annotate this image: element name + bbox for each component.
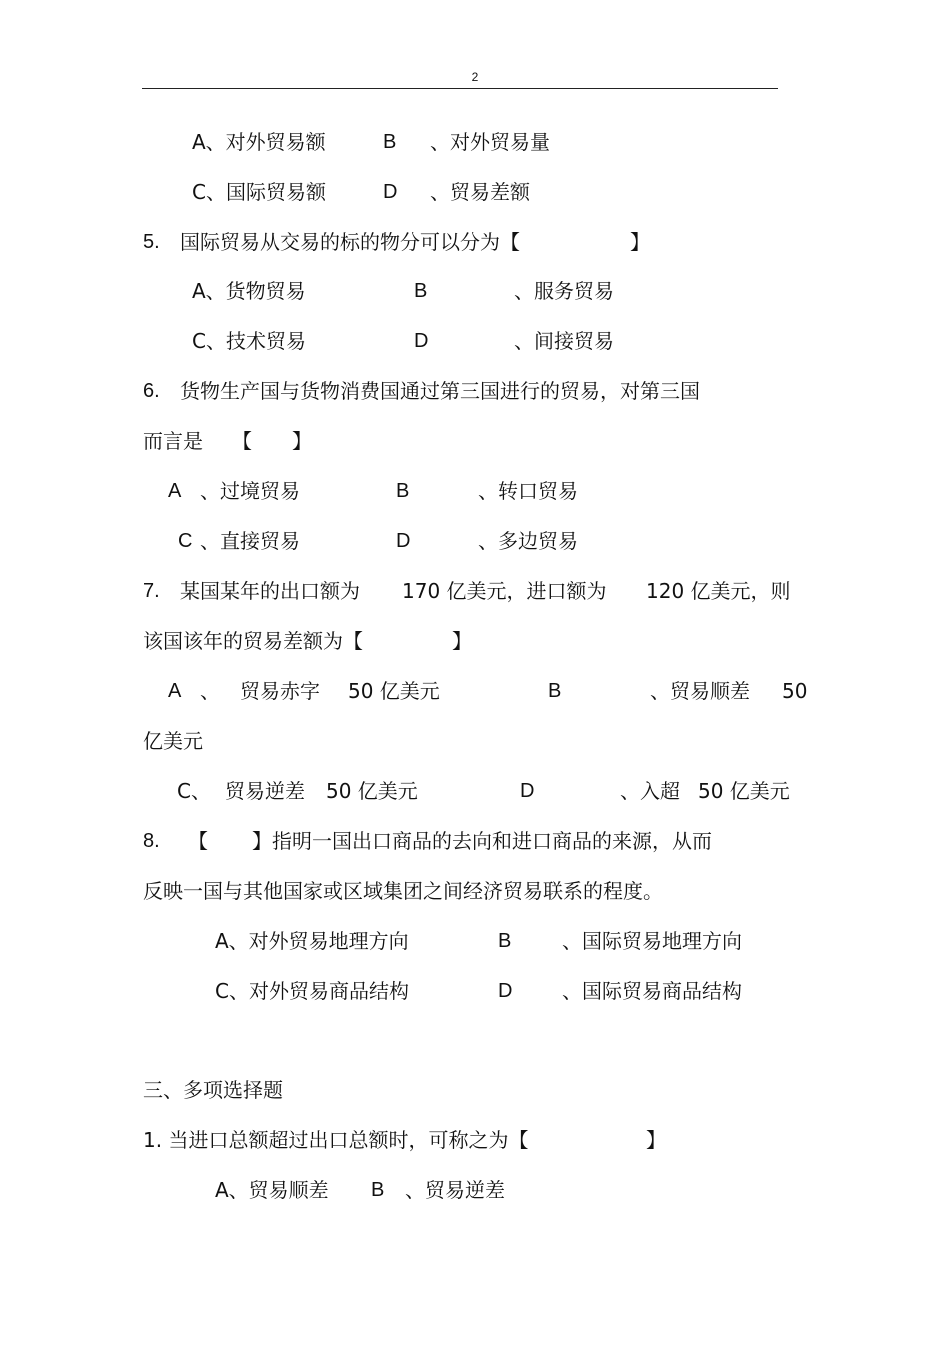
q7-number: 7. (143, 580, 160, 602)
q5-option-b: 、服务贸易 (514, 279, 614, 303)
q5-option-c: C、技术贸易 (192, 329, 306, 353)
q7-option-c-amount: 50 亿美元 (326, 779, 418, 803)
q7-option-a-letter: A (168, 680, 182, 702)
q8-option-d: 、国际贸易商品结构 (562, 979, 742, 1003)
q8-stem-line2: 反映一国与其他国家或区域集团之间经济贸易联系的程度。 (143, 879, 663, 903)
q6-option-b: 、转口贸易 (478, 479, 578, 503)
q5-option-d: 、间接贸易 (514, 329, 614, 353)
q7-stem-part2: 170 亿美元，进口额为 (402, 579, 607, 603)
q4-option-a: A、对外贸易额 (192, 130, 326, 154)
q8-stem: 】指明一国出口商品的去向和进口商品的来源，从而 (252, 829, 712, 853)
q6-stem-line2: 而言是 (143, 429, 203, 453)
q7-option-a: 贸易赤字 (240, 679, 320, 703)
q4-option-d-letter: D (383, 181, 398, 203)
q5-option-a: A、货物贸易 (192, 279, 306, 303)
q6-option-a-letter: A (168, 480, 182, 502)
q6-option-c-letter: C (178, 530, 193, 552)
q8-option-d-letter: D (498, 980, 513, 1002)
q7-bracket-close: 】 (452, 629, 472, 653)
q8-option-c: C、对外贸易商品结构 (215, 979, 409, 1003)
q7-stem-part3: 120 亿美元，则 (646, 579, 791, 603)
q7-option-a-separator: 、 (200, 679, 220, 703)
s3-q1-option-b-letter: B (371, 1179, 385, 1201)
s3-q1-option-b: 、贸易逆差 (405, 1178, 505, 1202)
q6-bracket-open: 【 (232, 429, 252, 453)
q6-option-c: 、直接贸易 (200, 529, 300, 553)
header-rule (142, 88, 778, 89)
q4-option-d: 、贸易差额 (430, 180, 530, 204)
q8-option-b-letter: B (498, 930, 512, 952)
q4-option-b-letter: B (383, 131, 397, 153)
page-number: 2 (471, 70, 479, 84)
q5-option-d-letter: D (414, 330, 429, 352)
q8-option-b: 、国际贸易地理方向 (562, 929, 742, 953)
q7-option-d: 、入超 (620, 779, 680, 803)
q7-option-d-letter: D (520, 780, 535, 802)
q7-option-b: 、贸易顺差 (650, 679, 750, 703)
q8-option-a: A、对外贸易地理方向 (215, 929, 409, 953)
q7-option-c-letter: C、 (177, 779, 211, 803)
s3-q1-option-a: A、贸易顺差 (215, 1178, 329, 1202)
q5-stem: 国际贸易从交易的标的物分可以分为【 (180, 230, 520, 254)
q8-number: 8. (143, 830, 160, 852)
q6-option-b-letter: B (396, 480, 410, 502)
q6-option-a: 、过境贸易 (200, 479, 300, 503)
q7-option-a-amount: 50 亿美元 (348, 679, 440, 703)
q7-option-b-amount: 50 (782, 679, 808, 703)
q7-option-b-wrap: 亿美元 (143, 729, 203, 753)
q4-option-c: C、国际贸易额 (192, 180, 326, 204)
q8-bracket-open: 【 (188, 829, 208, 853)
q6-number: 6. (143, 380, 160, 402)
s3-q1-stem: 1. 当进口总额超过出口总额时，可称之为【 (143, 1128, 529, 1152)
q7-stem-part1: 某国某年的出口额为 (180, 579, 360, 603)
q7-stem-line2: 该国该年的贸易差额为【 (143, 629, 363, 653)
q7-option-c: 贸易逆差 (225, 779, 305, 803)
q5-option-b-letter: B (414, 280, 428, 302)
q5-number: 5. (143, 231, 160, 253)
q6-bracket-close: 】 (292, 429, 312, 453)
q6-option-d: 、多边贸易 (478, 529, 578, 553)
q6-option-d-letter: D (396, 530, 411, 552)
q7-option-b-letter: B (548, 680, 562, 702)
q7-option-d-amount: 50 亿美元 (698, 779, 790, 803)
s3-q1-bracket-close: 】 (646, 1128, 666, 1152)
section-title: 三、多项选择题 (143, 1078, 283, 1102)
q5-bracket-close: 】 (630, 230, 650, 254)
q6-stem: 货物生产国与货物消费国通过第三国进行的贸易，对第三国 (180, 379, 700, 403)
q4-option-b: 、对外贸易量 (430, 130, 550, 154)
